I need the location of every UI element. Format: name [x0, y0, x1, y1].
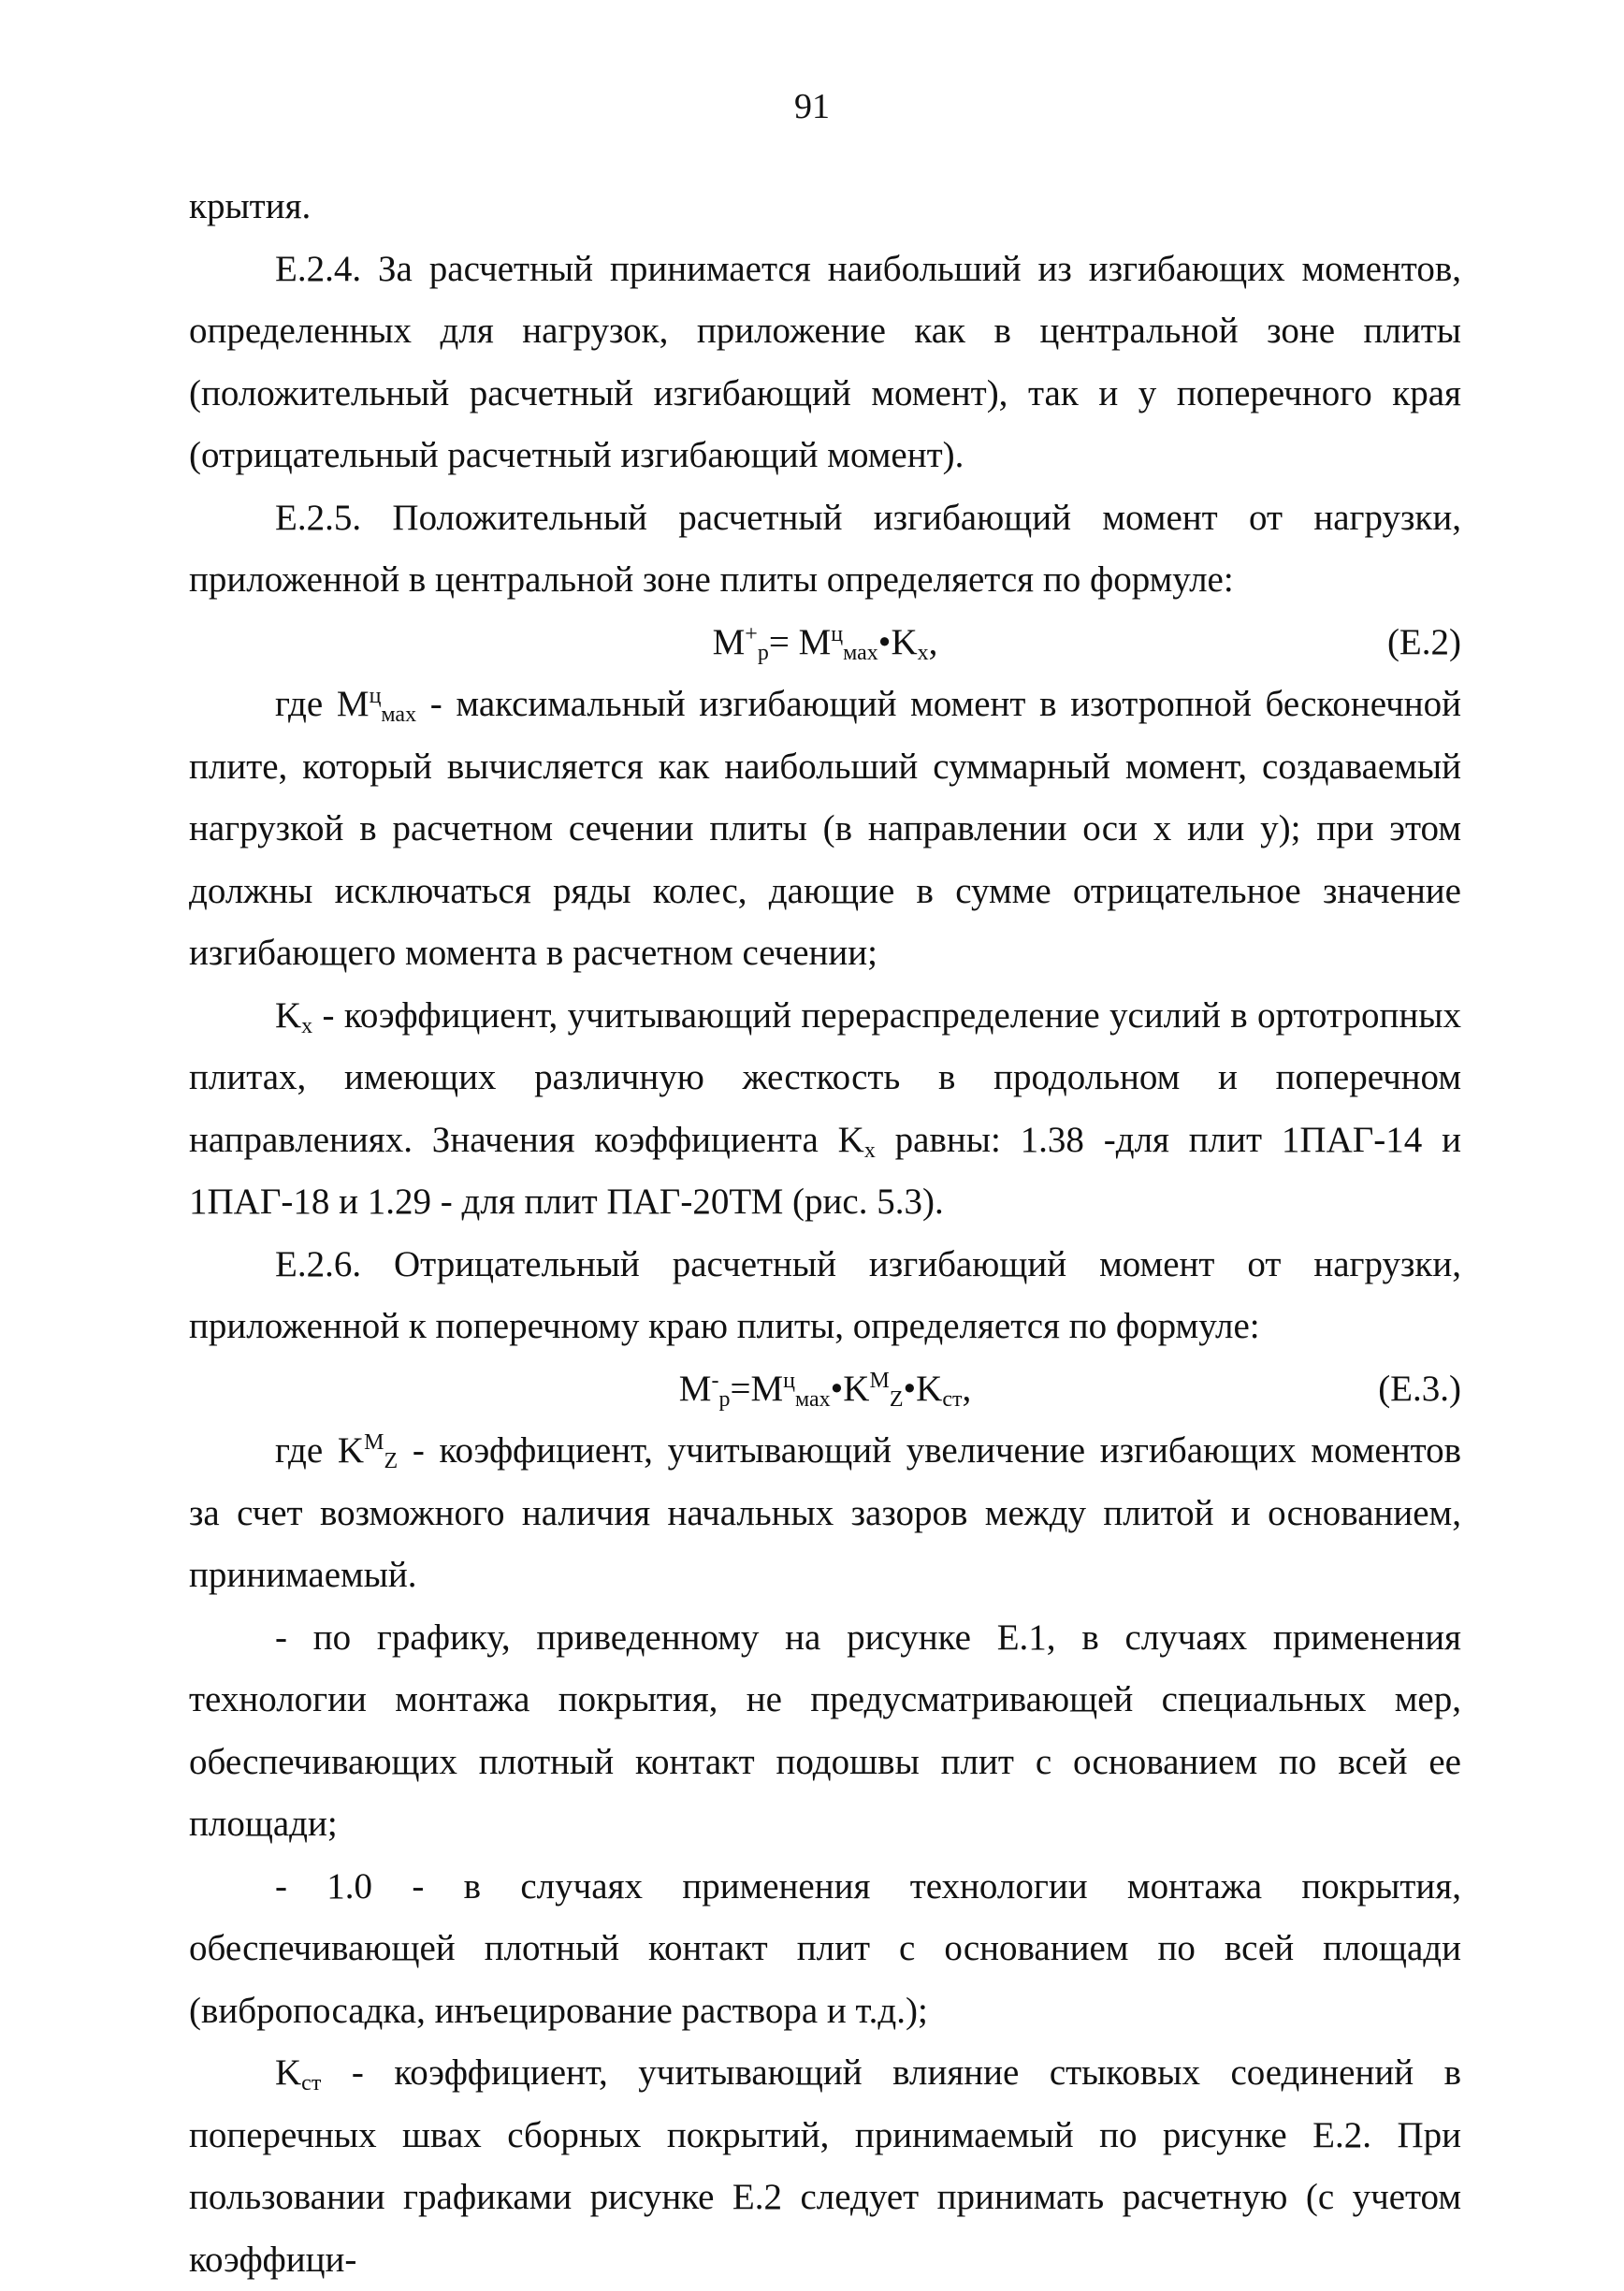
formula-superscript: +: [745, 621, 758, 646]
formula-symbol: ,: [962, 1368, 972, 1409]
paragraph-e-2-5: Е.2.5. Положительный расчетный изгибающий момент от нагрузки, приложенной в центральной зоне плиты определяется по формуле:: [189, 497, 1461, 600]
formula-symbol: = M: [768, 621, 832, 662]
formula-subscript: x: [917, 640, 929, 665]
text-subscript: мах: [381, 703, 417, 727]
text-subscript: ст: [301, 2071, 322, 2095]
text-run: K: [275, 994, 302, 1036]
text-run: - коэффициент, учитывающий влияние стыковых соединений в поперечных швах сборных покрытий, принимаемый по рисунке Е.2. При пользовании графиками рисунке Е.2 следует принимать расчетную (с учетом коэффици-: [189, 2052, 1461, 2280]
text-run: где М: [275, 684, 370, 724]
paragraph-mmax-definition: [189, 674, 1461, 985]
page-number: 91: [794, 87, 830, 126]
formula-e-3: [189, 1358, 1461, 1421]
text-run: - коэффициент, учитывающий перераспределение усилий в ортотропных плитах, имеющих различную жесткость в продольном и поперечном направлениях. Значения коэффициента K: [189, 994, 1461, 1160]
paragraph-kmz-definition: [189, 1420, 1461, 1607]
formula-symbol: =M: [730, 1368, 784, 1409]
formula-e-3-expression: [189, 1358, 1461, 1421]
paragraph-e-2-4: Е.2.4. За расчетный принимается наибольший из изгибающих моментов, определенных для нагрузок, приложение как в центральной зоне плиты (положительный расчетный изгибающий момент), так и у поперечного края (отрицательный расчетный изгибающий момент).: [189, 248, 1461, 475]
paragraph-list-item-graph: - по графику, приведенному на рисунке Е.1, в случаях применения технологии монтажа покрытия, не предусматривающей специальных мер, обеспечивающих плотный контакт подошвы плит с основанием по всей ее площади;: [189, 1617, 1461, 1844]
formula-superscript: M: [869, 1368, 890, 1393]
formula-superscript: ц: [831, 621, 844, 646]
paragraph-kx-definition: [189, 985, 1461, 1234]
text-run: где K: [275, 1430, 365, 1471]
text-subscript: x: [301, 1013, 313, 1038]
text-superscript: ц: [369, 684, 382, 708]
formula-symbol: •K: [830, 1368, 870, 1409]
paragraph-kst-definition: [189, 2042, 1461, 2291]
formula-symbol: •K: [903, 1368, 943, 1409]
text-run: K: [275, 2052, 302, 2093]
text-subscript: Z: [384, 1449, 399, 1473]
formula-e-2-number: (Е.2): [1386, 621, 1461, 662]
text-run: равны: 1.38 -для плит 1ПАГ-14 и 1ПАГ-18 и 1.29 - для плит ПАГ-20ТМ (рис. 5.3).: [189, 1119, 1461, 1222]
paragraph-list-item-1-0: - 1.0 - в случаях применения технологии монтажа покрытия, обеспечивающей плотный контакт плит с основанием по всей площади (вибропосадка, инъецирование раствора и т.д.);: [189, 1865, 1461, 2031]
formula-superscript: ц: [783, 1368, 795, 1393]
text-superscript: M: [364, 1430, 384, 1455]
formula-symbol: M: [712, 621, 746, 662]
formula-symbol: ,: [928, 621, 938, 662]
text-run: - максимальный изгибающий момент в изотропной бесконечной плите, который вычисляется как наибольший суммарный момент, создаваемый нагрузкой в расчетном сечении плиты (в направлении оси х или у); при этом должны исключаться ряды колес, дающие в сумме отрицательное значение изгибающего момента в расчетном сечении;: [189, 684, 1461, 973]
text-subscript: x: [863, 1138, 876, 1163]
formula-subscript: мах: [794, 1386, 831, 1412]
formula-e-3-number: (Е.3.): [1378, 1368, 1461, 1409]
formula-e-2-expression: [189, 612, 1461, 674]
formula-subscript: мах: [843, 640, 878, 665]
body-text: [189, 176, 1461, 2291]
formula-subscript: p: [757, 640, 769, 665]
formula-subscript: ст: [942, 1386, 963, 1412]
formula-superscript: -: [711, 1368, 719, 1393]
formula-subscript: Z: [889, 1386, 904, 1412]
formula-e-2: [189, 612, 1461, 674]
text-run: - коэффициент, учитывающий увеличение изгибающих моментов за счет возможного наличия начальных зазоров между плитой и основанием, принимаемый.: [189, 1430, 1462, 1595]
formula-symbol: •K: [877, 621, 918, 662]
paragraph-continuation: крытия.: [189, 186, 312, 226]
formula-symbol: M: [678, 1368, 712, 1409]
paragraph-e-2-6: Е.2.6. Отрицательный расчетный изгибающий момент от нагрузки, приложенной к поперечному краю плиты, определяется по формуле:: [189, 1243, 1461, 1346]
formula-subscript: p: [718, 1386, 731, 1412]
